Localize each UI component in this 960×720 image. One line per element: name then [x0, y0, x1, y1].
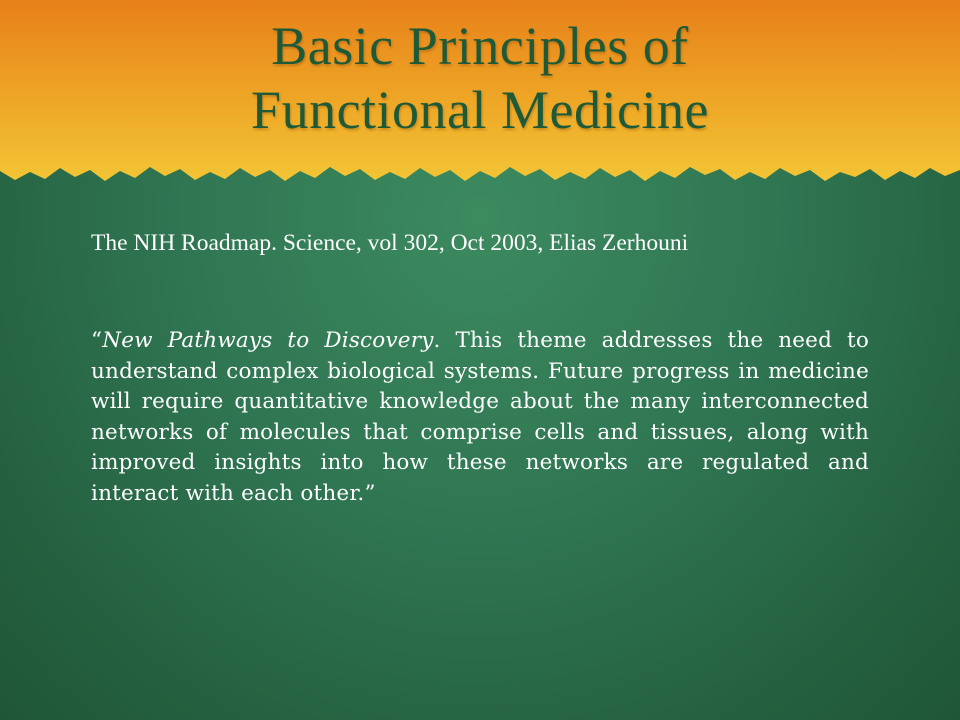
title-line-2: Functional Medicine: [251, 80, 709, 140]
slide-title: [0, 14, 960, 142]
quote-open-mark: “: [91, 328, 103, 353]
quote-paragraph: [91, 326, 869, 509]
title-line-1: Basic Principles of: [271, 16, 689, 76]
citation-text: The NIH Roadmap. Science, vol 302, Oct 2003, Elias Zerhouni: [91, 230, 689, 256]
quote-italic-title: New Pathways to Discovery: [102, 328, 434, 353]
quote-body: . This theme addresses the need to understand complex biological systems. Future progress in medicine will require quantitative knowledge about the many interconnected networks of molecules that comprise cells and tissues, along with improved insights into how these networks are regulated and interact with each other.”: [91, 328, 869, 506]
